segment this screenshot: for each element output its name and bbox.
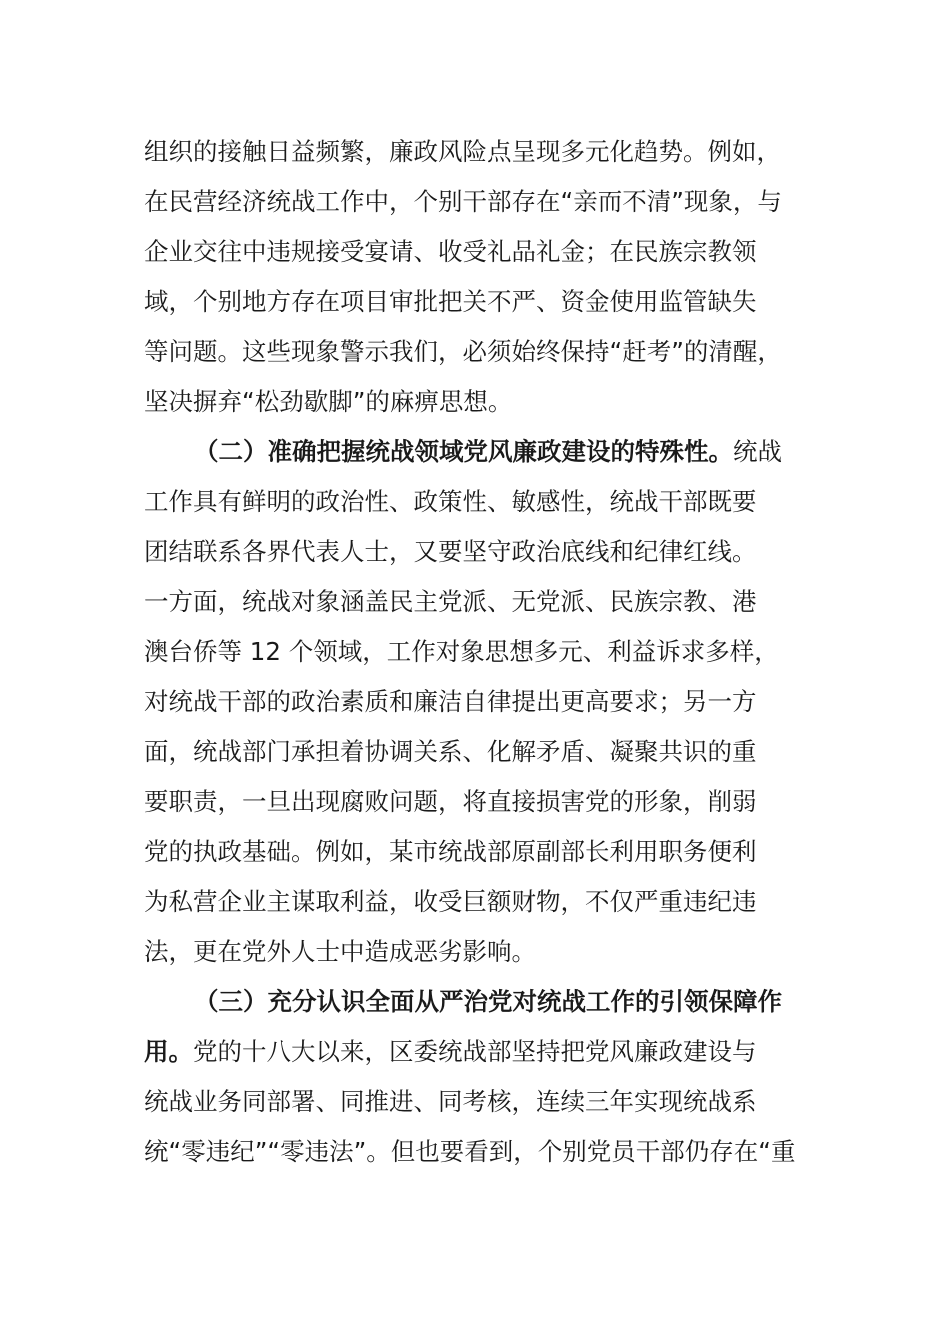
- text-line: 统“零违纪”“零违法”。但也要看到，个别党员干部仍存在“重: [144, 1137, 796, 1166]
- text-line: 在民营经济统战工作中，个别干部存在“亲而不清”现象，与: [144, 187, 782, 216]
- section-heading: （三）充分认识全面从严治党对统战工作的引领保障作: [194, 987, 782, 1016]
- text-line: 要职责，一旦出现腐败问题，将直接损害党的形象，削弱: [144, 787, 757, 816]
- text-line: 澳台侨等 12 个领域，工作对象思想多元、利益诉求多样，: [144, 637, 779, 666]
- paragraph-1: [144, 127, 804, 427]
- document-body: [144, 127, 804, 1177]
- section-heading-end: 用。: [144, 1037, 193, 1066]
- text-line: 坚决摒弃“松劲歇脚”的麻痹思想。: [144, 387, 513, 416]
- paragraph-2: [144, 427, 804, 977]
- section-heading: （二）准确把握统战领域党风廉政建设的特殊性。: [194, 437, 733, 466]
- text-line: 工作具有鲜明的政治性、政策性、敏感性，统战干部既要: [144, 487, 757, 516]
- text-line: 为私营企业主谋取利益，收受巨额财物，不仅严重违纪违: [144, 887, 757, 916]
- text-line: 统战业务同部署、同推进、同考核，连续三年实现统战系: [144, 1087, 757, 1116]
- text-line: 域，个别地方存在项目审批把关不严、资金使用监管缺失: [144, 287, 757, 316]
- text-line: 一方面，统战对象涵盖民主党派、无党派、民族宗教、港: [144, 587, 757, 616]
- text-line: 团结联系各界代表人士，又要坚守政治底线和纪律红线。: [144, 537, 757, 566]
- text-line: [144, 1027, 804, 1077]
- text-line: 面，统战部门承担着协调关系、化解矛盾、凝聚共识的重: [144, 737, 757, 766]
- text-run: 党的十八大以来，区委统战部坚持把党风廉政建设与: [193, 1037, 757, 1066]
- text-line: 党的执政基础。例如，某市统战部原副部长利用职务便利: [144, 837, 757, 866]
- text-line: [144, 977, 804, 1027]
- text-line: 法，更在党外人士中造成恶劣影响。: [144, 937, 536, 966]
- text-line: 等问题。这些现象警示我们，必须始终保持“赶考”的清醒，: [144, 337, 782, 366]
- text-line: 对统战干部的政治素质和廉洁自律提出更高要求；另一方: [144, 687, 757, 716]
- text-line: [144, 427, 804, 477]
- text-run: 统战: [733, 437, 782, 466]
- text-line: 组织的接触日益频繁，廉政风险点呈现多元化趋势。例如，: [144, 137, 781, 166]
- paragraph-3: [144, 977, 804, 1177]
- text-line: 企业交往中违规接受宴请、收受礼品礼金；在民族宗教领: [144, 237, 757, 266]
